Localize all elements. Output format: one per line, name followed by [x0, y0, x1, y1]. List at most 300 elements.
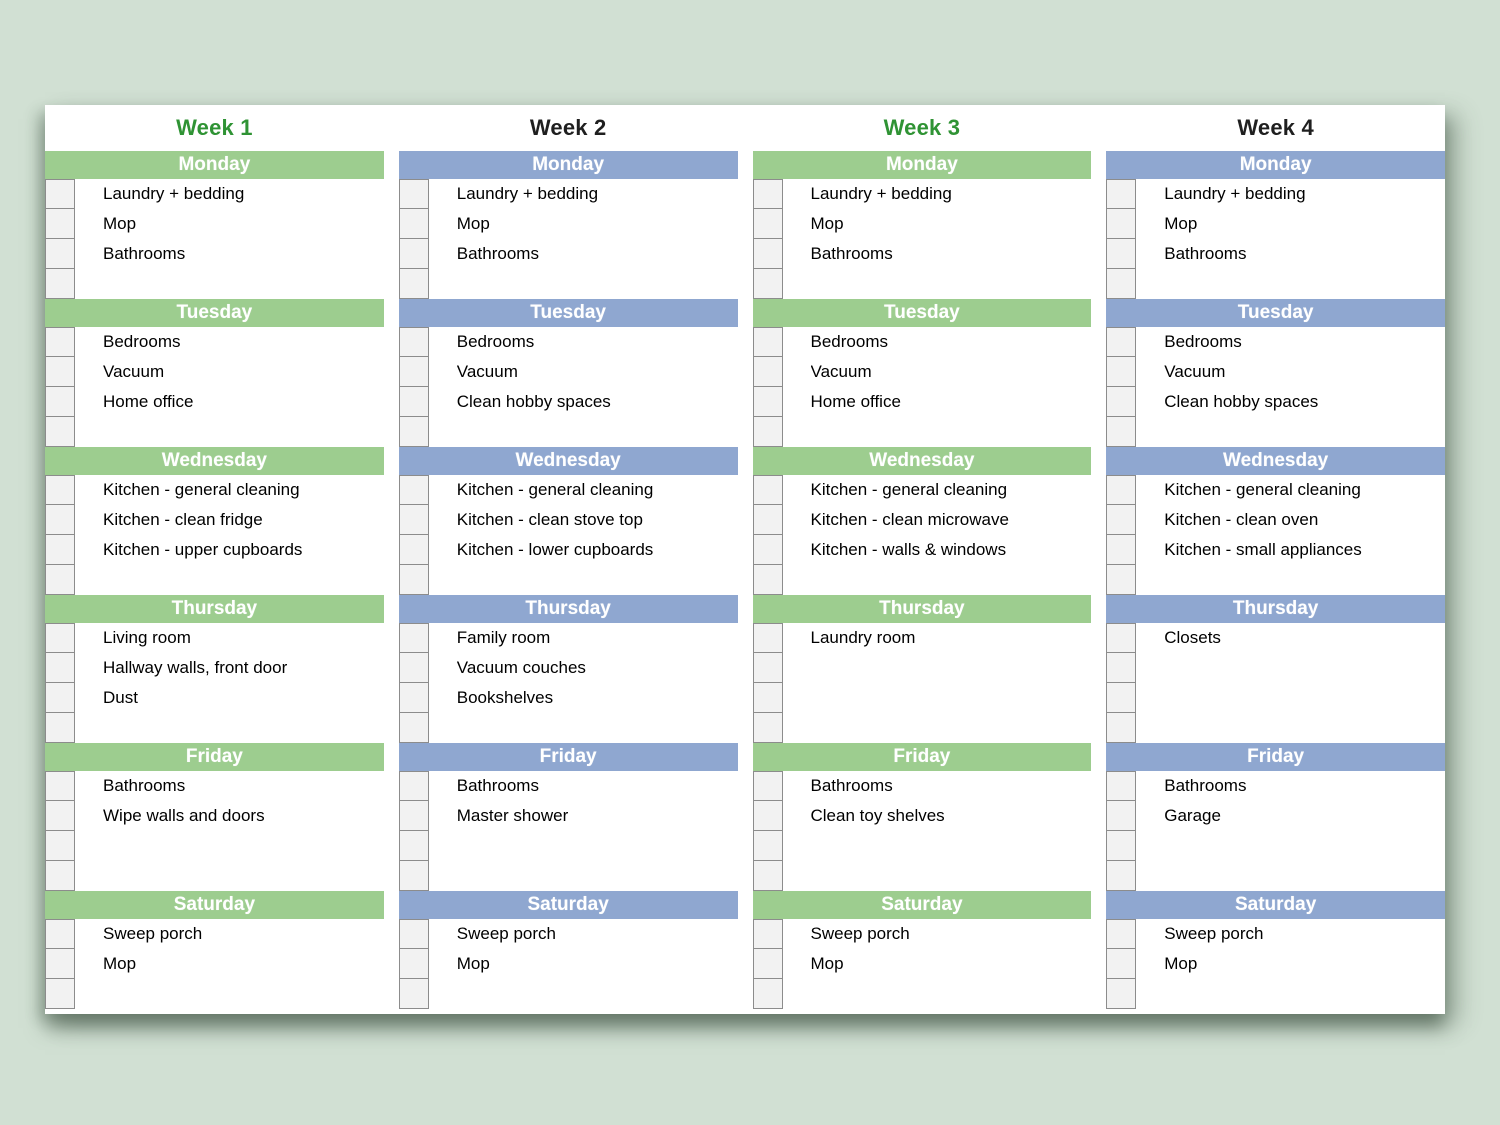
task-checkbox[interactable] — [399, 830, 429, 861]
task-label: Bathrooms — [1164, 776, 1247, 795]
day-section-saturday — [1106, 891, 1445, 1009]
task-label: Kitchen - clean stove top — [456, 510, 643, 529]
task-checkbox[interactable] — [1106, 978, 1136, 1009]
task-label: Laundry + bedding — [456, 184, 599, 203]
task-row — [399, 623, 738, 653]
day-rows — [1106, 771, 1445, 891]
week-column-4 — [1106, 105, 1445, 1009]
day-header-monday: Monday — [1106, 151, 1445, 179]
task-checkbox[interactable] — [753, 623, 783, 653]
task-row — [1106, 831, 1445, 861]
task-checkbox[interactable] — [45, 475, 75, 505]
task-label: Laundry + bedding — [810, 184, 952, 203]
day-section-saturday — [45, 891, 384, 1009]
day-header-wednesday: Wednesday — [753, 447, 1092, 475]
day-header-friday: Friday — [399, 743, 738, 771]
task-row — [399, 861, 738, 891]
task-row — [753, 327, 1092, 357]
task-row — [399, 209, 738, 239]
day-header-monday: Monday — [45, 151, 384, 179]
task-checkbox[interactable] — [1106, 268, 1136, 299]
day-rows — [399, 771, 738, 891]
task-row — [45, 801, 384, 831]
task-label: Kitchen - small appliances — [1164, 540, 1362, 559]
week-title-3: Week 3 — [883, 115, 961, 140]
day-header-saturday: Saturday — [753, 891, 1092, 919]
task-checkbox[interactable] — [1106, 948, 1136, 979]
day-section-tuesday — [399, 299, 738, 447]
task-checkbox[interactable] — [1106, 564, 1136, 595]
task-label: Bedrooms — [810, 332, 888, 351]
task-row — [399, 269, 738, 299]
task-checkbox[interactable] — [399, 268, 429, 299]
task-label: Sweep porch — [103, 924, 203, 943]
task-row — [45, 505, 384, 535]
day-section-monday — [399, 151, 738, 299]
task-label: Vacuum — [103, 362, 165, 381]
day-section-friday — [399, 743, 738, 891]
day-section-friday — [753, 743, 1092, 891]
day-header-monday: Monday — [753, 151, 1092, 179]
task-row — [1106, 653, 1445, 683]
task-label: Kitchen - general cleaning — [456, 480, 654, 499]
task-checkbox[interactable] — [399, 623, 429, 653]
task-row — [45, 949, 384, 979]
task-label: Sweep porch — [1164, 924, 1264, 943]
task-row — [753, 565, 1092, 595]
task-row — [753, 861, 1092, 891]
day-section-tuesday — [45, 299, 384, 447]
week-days — [753, 151, 1092, 1009]
task-checkbox[interactable] — [1106, 652, 1136, 683]
task-label: Bedrooms — [456, 332, 535, 351]
task-row — [753, 475, 1092, 505]
day-rows — [1106, 919, 1445, 1009]
task-label: Kitchen - general cleaning — [103, 480, 300, 499]
day-header-saturday: Saturday — [45, 891, 384, 919]
task-row — [1106, 861, 1445, 891]
task-row — [399, 801, 738, 831]
task-row — [399, 979, 738, 1009]
task-row — [753, 771, 1092, 801]
task-checkbox[interactable] — [753, 238, 783, 269]
task-row — [399, 683, 738, 713]
task-checkbox[interactable] — [753, 948, 783, 979]
day-rows — [399, 327, 738, 447]
task-row — [399, 831, 738, 861]
task-checkbox[interactable] — [1106, 504, 1136, 535]
week-column-2 — [399, 105, 738, 1009]
task-row — [45, 683, 384, 713]
task-checkbox[interactable] — [399, 386, 429, 417]
task-checkbox[interactable] — [399, 327, 429, 357]
task-row — [1106, 505, 1445, 535]
task-checkbox[interactable] — [45, 948, 75, 979]
task-row — [1106, 179, 1445, 209]
task-row — [45, 475, 384, 505]
task-checkbox[interactable] — [1106, 534, 1136, 565]
task-row — [45, 239, 384, 269]
task-row — [753, 979, 1092, 1009]
task-checkbox[interactable] — [753, 919, 783, 949]
task-checkbox[interactable] — [1106, 179, 1136, 209]
task-checkbox[interactable] — [1106, 386, 1136, 417]
task-row — [45, 565, 384, 595]
task-checkbox[interactable] — [45, 534, 75, 565]
task-label: Dust — [103, 688, 138, 707]
day-rows — [45, 623, 384, 743]
task-label: Vacuum couches — [456, 658, 586, 677]
task-checkbox[interactable] — [45, 800, 75, 831]
task-label: Bathrooms — [456, 776, 539, 795]
day-rows — [753, 623, 1092, 743]
task-checkbox[interactable] — [753, 978, 783, 1009]
day-rows — [45, 475, 384, 595]
task-label: Bedrooms — [1164, 332, 1242, 351]
task-row — [45, 387, 384, 417]
day-section-monday — [1106, 151, 1445, 299]
day-section-monday — [45, 151, 384, 299]
task-row — [399, 239, 738, 269]
task-label: Wipe walls and doors — [103, 806, 265, 825]
task-row — [399, 919, 738, 949]
task-label: Hallway walls, front door — [103, 658, 288, 677]
task-checkbox[interactable] — [45, 208, 75, 239]
task-row — [1106, 949, 1445, 979]
task-row — [1106, 357, 1445, 387]
task-row — [45, 831, 384, 861]
task-label: Bathrooms — [810, 776, 893, 795]
task-checkbox[interactable] — [399, 356, 429, 387]
day-header-friday: Friday — [1106, 743, 1445, 771]
task-checkbox[interactable] — [399, 860, 429, 891]
task-checkbox[interactable] — [399, 712, 429, 743]
task-label: Mop — [456, 954, 490, 973]
task-checkbox[interactable] — [753, 800, 783, 831]
task-checkbox[interactable] — [45, 327, 75, 357]
task-checkbox[interactable] — [399, 682, 429, 713]
task-checkbox[interactable] — [45, 238, 75, 269]
task-label: Living room — [103, 628, 191, 647]
task-checkbox[interactable] — [45, 564, 75, 595]
task-checkbox[interactable] — [1106, 830, 1136, 861]
day-header-saturday: Saturday — [399, 891, 738, 919]
day-header-wednesday: Wednesday — [1106, 447, 1445, 475]
day-section-wednesday — [45, 447, 384, 595]
cleaning-schedule-paper — [45, 105, 1445, 1014]
week-days — [1106, 151, 1445, 1009]
task-checkbox[interactable] — [1106, 771, 1136, 801]
task-row — [753, 179, 1092, 209]
task-row — [1106, 683, 1445, 713]
task-row — [1106, 209, 1445, 239]
day-rows — [1106, 475, 1445, 595]
week-title-4: Week 4 — [1237, 115, 1314, 140]
task-row — [45, 653, 384, 683]
day-rows — [399, 623, 738, 743]
day-header-thursday: Thursday — [1106, 595, 1445, 623]
task-row — [753, 801, 1092, 831]
task-row — [45, 209, 384, 239]
day-section-tuesday — [753, 299, 1092, 447]
task-label: Kitchen - general cleaning — [810, 480, 1008, 499]
task-checkbox[interactable] — [753, 830, 783, 861]
day-rows — [1106, 623, 1445, 743]
task-checkbox[interactable] — [753, 504, 783, 535]
task-label: Kitchen - general cleaning — [1164, 480, 1361, 499]
task-checkbox[interactable] — [1106, 919, 1136, 949]
day-section-wednesday — [1106, 447, 1445, 595]
task-checkbox[interactable] — [45, 268, 75, 299]
task-label: Bedrooms — [103, 332, 181, 351]
task-checkbox[interactable] — [753, 356, 783, 387]
day-rows — [753, 475, 1092, 595]
task-label: Bathrooms — [103, 244, 186, 263]
task-checkbox[interactable] — [1106, 860, 1136, 891]
task-checkbox[interactable] — [399, 771, 429, 801]
task-checkbox[interactable] — [45, 386, 75, 417]
task-row — [1106, 269, 1445, 299]
task-row — [399, 505, 738, 535]
task-checkbox[interactable] — [45, 860, 75, 891]
week-days — [399, 151, 738, 1009]
task-checkbox[interactable] — [753, 416, 783, 447]
task-checkbox[interactable] — [45, 179, 75, 209]
task-row — [45, 861, 384, 891]
task-label: Laundry + bedding — [1164, 184, 1306, 203]
task-checkbox[interactable] — [753, 712, 783, 743]
task-label: Kitchen - walls & windows — [810, 540, 1007, 559]
task-checkbox[interactable] — [753, 268, 783, 299]
task-checkbox[interactable] — [399, 534, 429, 565]
task-row — [1106, 979, 1445, 1009]
task-label: Home office — [103, 392, 194, 411]
task-row — [1106, 387, 1445, 417]
task-label: Mop — [1164, 954, 1198, 973]
task-checkbox[interactable] — [1106, 475, 1136, 505]
day-rows — [45, 919, 384, 1009]
task-label: Mop — [103, 214, 137, 233]
task-checkbox[interactable] — [753, 771, 783, 801]
task-label: Bathrooms — [103, 776, 186, 795]
day-rows — [45, 327, 384, 447]
task-checkbox[interactable] — [45, 356, 75, 387]
task-row — [753, 209, 1092, 239]
task-checkbox[interactable] — [1106, 623, 1136, 653]
task-row — [753, 357, 1092, 387]
task-checkbox[interactable] — [45, 416, 75, 447]
task-label: Bookshelves — [456, 688, 554, 707]
task-label: Kitchen - upper cupboards — [103, 540, 303, 559]
task-row — [753, 919, 1092, 949]
task-row — [45, 179, 384, 209]
task-label: Kitchen - clean microwave — [810, 510, 1009, 529]
task-checkbox[interactable] — [399, 948, 429, 979]
task-checkbox[interactable] — [753, 682, 783, 713]
day-header-saturday: Saturday — [1106, 891, 1445, 919]
task-label: Mop — [1164, 214, 1198, 233]
week-title-2: Week 2 — [529, 115, 607, 140]
day-header-friday: Friday — [753, 743, 1092, 771]
day-header-tuesday: Tuesday — [399, 299, 738, 327]
day-rows — [753, 179, 1092, 299]
task-row — [753, 535, 1092, 565]
task-checkbox[interactable] — [1106, 208, 1136, 239]
day-header-wednesday: Wednesday — [399, 447, 738, 475]
day-rows — [399, 919, 738, 1009]
day-section-wednesday — [753, 447, 1092, 595]
day-rows — [399, 179, 738, 299]
task-row — [753, 387, 1092, 417]
task-label: Family room — [456, 628, 551, 647]
task-checkbox[interactable] — [45, 623, 75, 653]
task-checkbox[interactable] — [45, 682, 75, 713]
day-header-tuesday: Tuesday — [753, 299, 1092, 327]
task-checkbox[interactable] — [399, 504, 429, 535]
day-section-saturday — [399, 891, 738, 1009]
task-row — [399, 949, 738, 979]
task-checkbox[interactable] — [753, 475, 783, 505]
day-rows — [399, 475, 738, 595]
task-checkbox[interactable] — [1106, 712, 1136, 743]
task-label: Mop — [456, 214, 490, 233]
task-checkbox[interactable] — [399, 208, 429, 239]
day-rows — [753, 327, 1092, 447]
day-rows — [753, 919, 1092, 1009]
week-days — [45, 151, 384, 1009]
task-row — [1106, 713, 1445, 743]
task-row — [399, 535, 738, 565]
task-checkbox[interactable] — [45, 830, 75, 861]
task-row — [399, 357, 738, 387]
task-row — [45, 269, 384, 299]
task-row — [45, 535, 384, 565]
task-checkbox[interactable] — [753, 327, 783, 357]
day-header-thursday: Thursday — [753, 595, 1092, 623]
task-row — [1106, 565, 1445, 595]
day-section-friday — [45, 743, 384, 891]
task-label: Clean hobby spaces — [1164, 392, 1319, 411]
day-header-monday: Monday — [399, 151, 738, 179]
task-row — [1106, 801, 1445, 831]
task-label: Master shower — [456, 806, 569, 825]
task-label: Clean toy shelves — [810, 806, 945, 825]
day-section-tuesday — [1106, 299, 1445, 447]
task-label: Home office — [810, 392, 901, 411]
week-column-1 — [45, 105, 384, 1009]
task-checkbox[interactable] — [399, 238, 429, 269]
task-row — [399, 417, 738, 447]
task-row — [753, 713, 1092, 743]
task-row — [45, 771, 384, 801]
task-row — [1106, 239, 1445, 269]
task-row — [753, 623, 1092, 653]
task-checkbox[interactable] — [399, 564, 429, 595]
task-label: Bathrooms — [456, 244, 539, 263]
task-checkbox[interactable] — [753, 564, 783, 595]
task-checkbox[interactable] — [399, 179, 429, 209]
task-label: Mop — [810, 954, 844, 973]
task-row — [1106, 771, 1445, 801]
day-section-thursday — [45, 595, 384, 743]
day-header-thursday: Thursday — [45, 595, 384, 623]
task-checkbox[interactable] — [45, 978, 75, 1009]
task-row — [753, 653, 1092, 683]
task-row — [399, 771, 738, 801]
task-row — [753, 269, 1092, 299]
task-row — [1106, 623, 1445, 653]
day-rows — [45, 179, 384, 299]
task-checkbox[interactable] — [1106, 800, 1136, 831]
task-label: Mop — [810, 214, 844, 233]
task-row — [45, 327, 384, 357]
task-row — [399, 653, 738, 683]
task-label: Garage — [1164, 806, 1221, 825]
task-checkbox[interactable] — [45, 771, 75, 801]
task-row — [399, 327, 738, 357]
task-label: Kitchen - clean oven — [1164, 510, 1319, 529]
task-row — [399, 179, 738, 209]
task-label: Bathrooms — [1164, 244, 1247, 263]
task-checkbox[interactable] — [45, 652, 75, 683]
task-checkbox[interactable] — [1106, 416, 1136, 447]
task-label: Kitchen - clean fridge — [103, 510, 263, 529]
task-checkbox[interactable] — [1106, 327, 1136, 357]
task-checkbox[interactable] — [45, 712, 75, 743]
task-label: Sweep porch — [456, 924, 556, 943]
task-row — [399, 565, 738, 595]
day-section-monday — [753, 151, 1092, 299]
day-rows — [753, 771, 1092, 891]
task-checkbox[interactable] — [1106, 682, 1136, 713]
task-label: Clean hobby spaces — [456, 392, 611, 411]
task-checkbox[interactable] — [399, 800, 429, 831]
day-header-thursday: Thursday — [399, 595, 738, 623]
task-checkbox[interactable] — [753, 208, 783, 239]
task-row — [399, 713, 738, 743]
task-row — [45, 357, 384, 387]
task-checkbox[interactable] — [753, 179, 783, 209]
task-checkbox[interactable] — [1106, 238, 1136, 269]
task-checkbox[interactable] — [45, 919, 75, 949]
day-header-wednesday: Wednesday — [45, 447, 384, 475]
task-label: Vacuum — [810, 362, 872, 381]
task-checkbox[interactable] — [399, 978, 429, 1009]
task-row — [753, 239, 1092, 269]
task-row — [399, 475, 738, 505]
task-checkbox[interactable] — [399, 416, 429, 447]
task-row — [753, 949, 1092, 979]
task-row — [753, 417, 1092, 447]
task-checkbox[interactable] — [45, 504, 75, 535]
task-checkbox[interactable] — [399, 475, 429, 505]
task-checkbox[interactable] — [399, 919, 429, 949]
task-checkbox[interactable] — [753, 534, 783, 565]
task-checkbox[interactable] — [1106, 356, 1136, 387]
task-checkbox[interactable] — [399, 652, 429, 683]
task-row — [753, 831, 1092, 861]
task-checkbox[interactable] — [753, 652, 783, 683]
task-row — [45, 919, 384, 949]
task-label: Laundry + bedding — [103, 184, 245, 203]
task-checkbox[interactable] — [753, 386, 783, 417]
task-checkbox[interactable] — [753, 860, 783, 891]
day-header-friday: Friday — [45, 743, 384, 771]
task-row — [753, 505, 1092, 535]
day-section-thursday — [1106, 595, 1445, 743]
task-row — [1106, 475, 1445, 505]
task-row — [45, 979, 384, 1009]
